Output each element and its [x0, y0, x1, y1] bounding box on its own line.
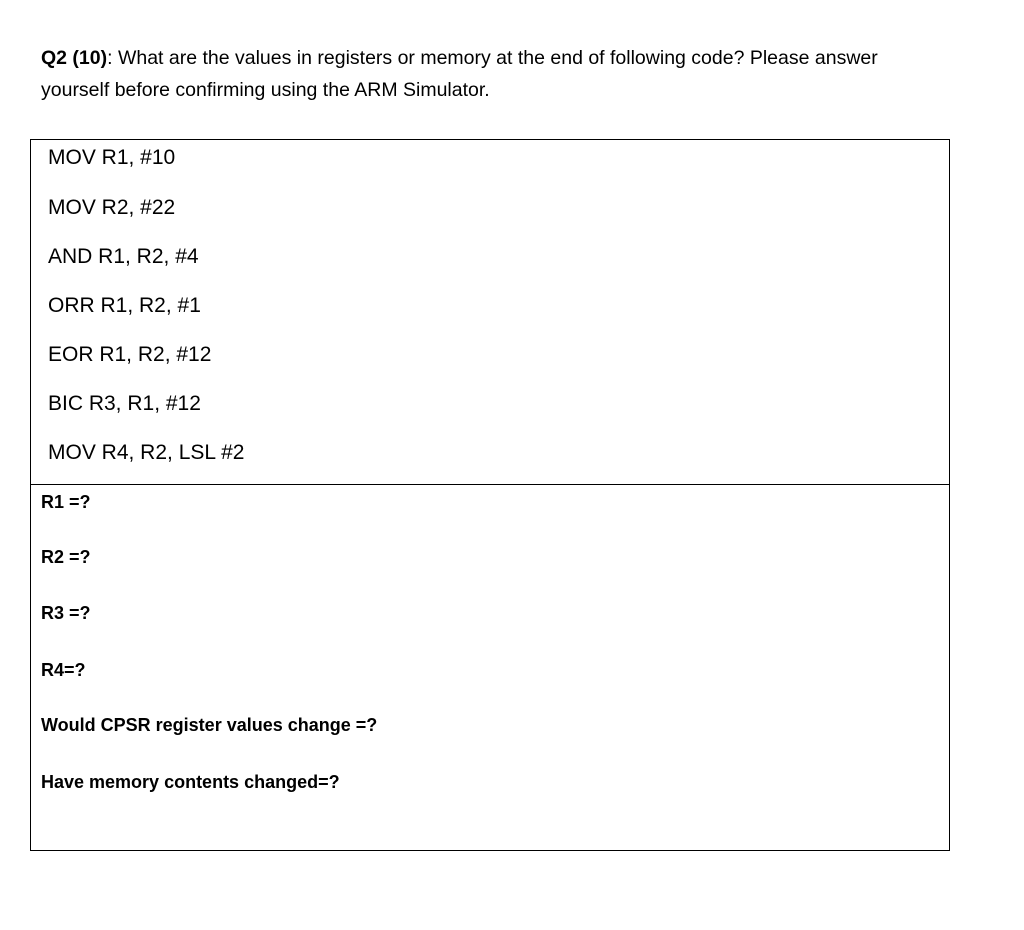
answer-r2: R2 =? — [41, 547, 91, 567]
answer-r4: R4=? — [41, 660, 86, 680]
question-line-2: yourself before confirming using the ARM Simulator. — [41, 79, 490, 101]
question-label: Q2 (10) — [41, 47, 108, 69]
code-line: MOV R2, #22 — [48, 196, 176, 219]
answer-table — [30, 139, 950, 851]
answer-r1: R1 =? — [41, 492, 91, 512]
question-prompt: : What are the values in registers or memory at the end of following code? Please answer — [107, 47, 878, 69]
code-block — [31, 140, 949, 485]
answer-r3: R3 =? — [41, 603, 91, 623]
code-line: ORR R1, R2, #1 — [48, 294, 201, 317]
question-line-1 — [41, 42, 981, 74]
answer-memory: Have memory contents changed=? — [41, 772, 340, 792]
code-line: MOV R4, R2, LSL #2 — [48, 441, 245, 464]
code-line: AND R1, R2, #4 — [48, 245, 199, 268]
code-line: EOR R1, R2, #12 — [48, 343, 212, 366]
code-line: MOV R1, #10 — [48, 146, 176, 169]
code-line: BIC R3, R1, #12 — [48, 392, 201, 415]
question-text — [41, 42, 981, 106]
answer-cpsr: Would CPSR register values change =? — [41, 715, 378, 735]
